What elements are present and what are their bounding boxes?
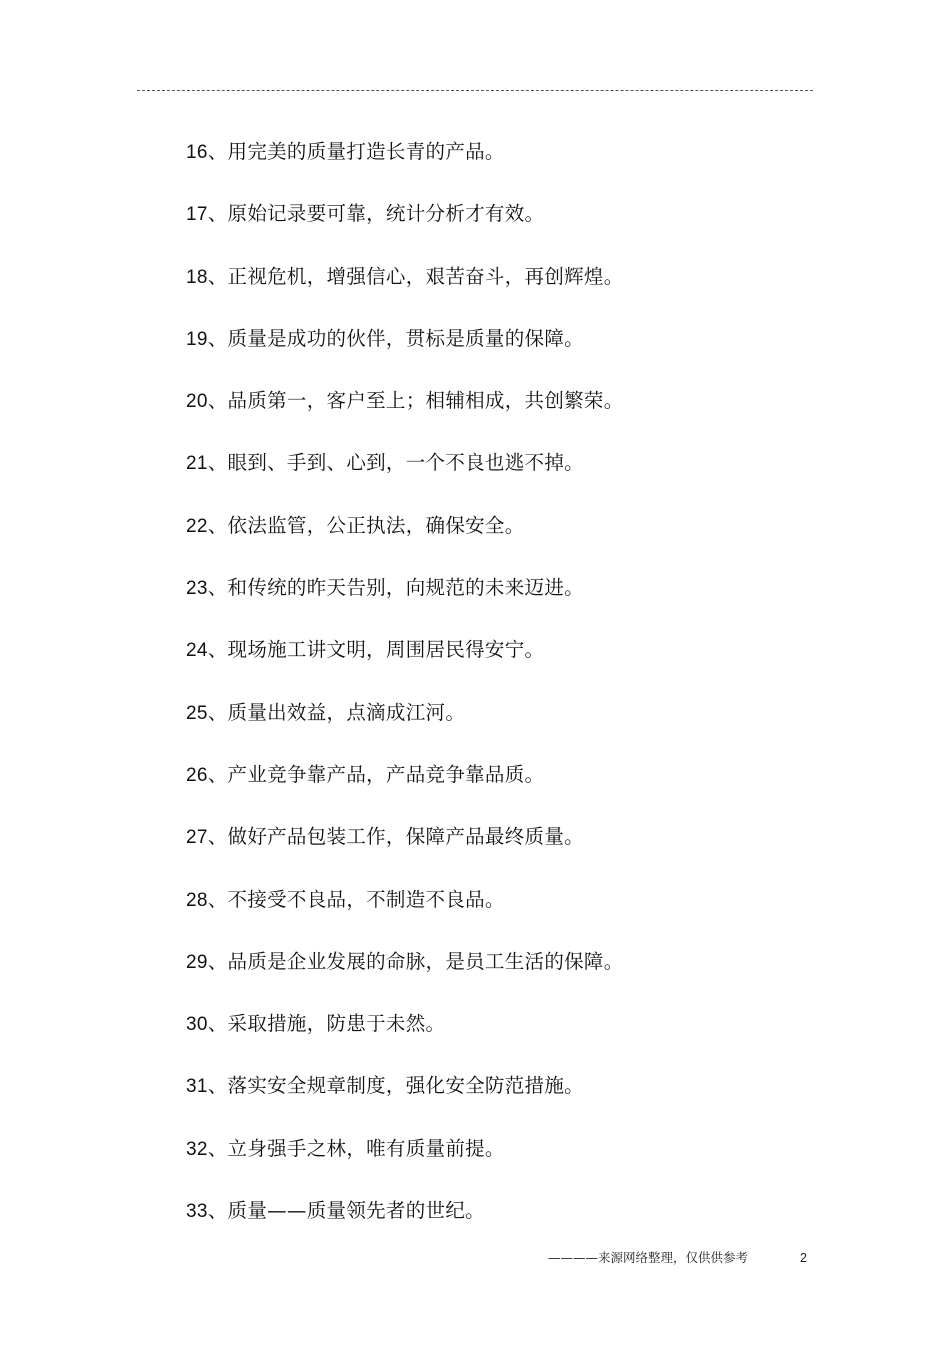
- item-text: 、用完美的质量打造长青的产品。: [207, 140, 505, 163]
- list-item: [186, 136, 826, 198]
- list-item: [186, 323, 826, 385]
- list-item: [186, 1070, 826, 1132]
- item-text: 、依法监管，公正执法，确保安全。: [207, 513, 525, 537]
- list-item: [186, 1133, 826, 1195]
- item-text: 、品质是企业发展的命脉，是员工生活的保障。: [207, 949, 624, 973]
- item-number: 30: [186, 1014, 208, 1036]
- item-number: 26: [186, 764, 208, 786]
- item-text: 、产业竞争靠产品，产品竞争靠品质。: [207, 762, 545, 786]
- item-number: 23: [186, 578, 208, 600]
- header-rule: [137, 90, 813, 91]
- item-text: 、质量是成功的伙伴，贯标是质量的保障。: [207, 326, 584, 350]
- item-number: 16: [186, 142, 208, 163]
- list-item: [186, 572, 826, 634]
- footer-source-note: ————来源网络整理，仅供供参考: [548, 1250, 749, 1265]
- item-text: 、做好产品包装工作，保障产品最终质量。: [207, 825, 584, 849]
- item-text: 、质量出效益，点滴成江河。: [207, 700, 466, 724]
- list-item: [186, 385, 826, 447]
- item-text: 、立身强手之林，唯有质量前提。: [207, 1136, 505, 1160]
- item-number: 19: [186, 328, 208, 350]
- slogan-list: [186, 136, 826, 1257]
- item-text: 、眼到、手到、心到，一个不良也逃不掉。: [207, 451, 584, 475]
- page-number: 2: [800, 1251, 807, 1265]
- item-number: 21: [186, 453, 208, 475]
- list-item: [186, 821, 826, 883]
- item-number: 24: [186, 640, 208, 662]
- item-text: 、落实安全规章制度，强化安全防范措施。: [207, 1074, 584, 1098]
- list-item: [186, 759, 826, 821]
- list-item: [186, 198, 826, 260]
- item-number: 25: [186, 702, 208, 724]
- item-number: 32: [186, 1138, 208, 1160]
- list-item: [186, 634, 826, 696]
- list-item: [186, 884, 826, 946]
- item-number: 18: [186, 266, 208, 288]
- item-number: 33: [186, 1201, 208, 1223]
- item-text: 、正视危机，增强信心，艰苦奋斗，再创辉煌。: [207, 264, 624, 288]
- list-item: [186, 697, 826, 759]
- item-text: 、现场施工讲文明，周围居民得安宁。: [207, 638, 545, 662]
- item-number: 29: [186, 951, 208, 973]
- item-text: 、原始记录要可靠，统计分析才有效。: [207, 202, 545, 226]
- list-item: [186, 1008, 826, 1070]
- item-text: 、不接受不良品，不制造不良品。: [207, 887, 505, 911]
- item-number: 20: [186, 391, 208, 413]
- item-text: 、和传统的昨天告别，向规范的未来迈进。: [207, 576, 584, 600]
- item-number: 27: [186, 827, 208, 849]
- item-text: 、采取措施，防患于未然。: [207, 1012, 446, 1036]
- item-number: 17: [186, 204, 208, 226]
- item-text: 、品质第一，客户至上；相辅相成，共创繁荣。: [207, 389, 624, 413]
- list-item: [186, 447, 826, 509]
- list-item: [186, 946, 826, 1008]
- list-item: [186, 261, 826, 323]
- item-text: 、质量——质量领先者的世纪。: [207, 1199, 485, 1223]
- list-item: [186, 510, 826, 572]
- item-number: 22: [186, 515, 208, 537]
- item-number: 28: [186, 889, 208, 911]
- item-number: 31: [186, 1076, 208, 1098]
